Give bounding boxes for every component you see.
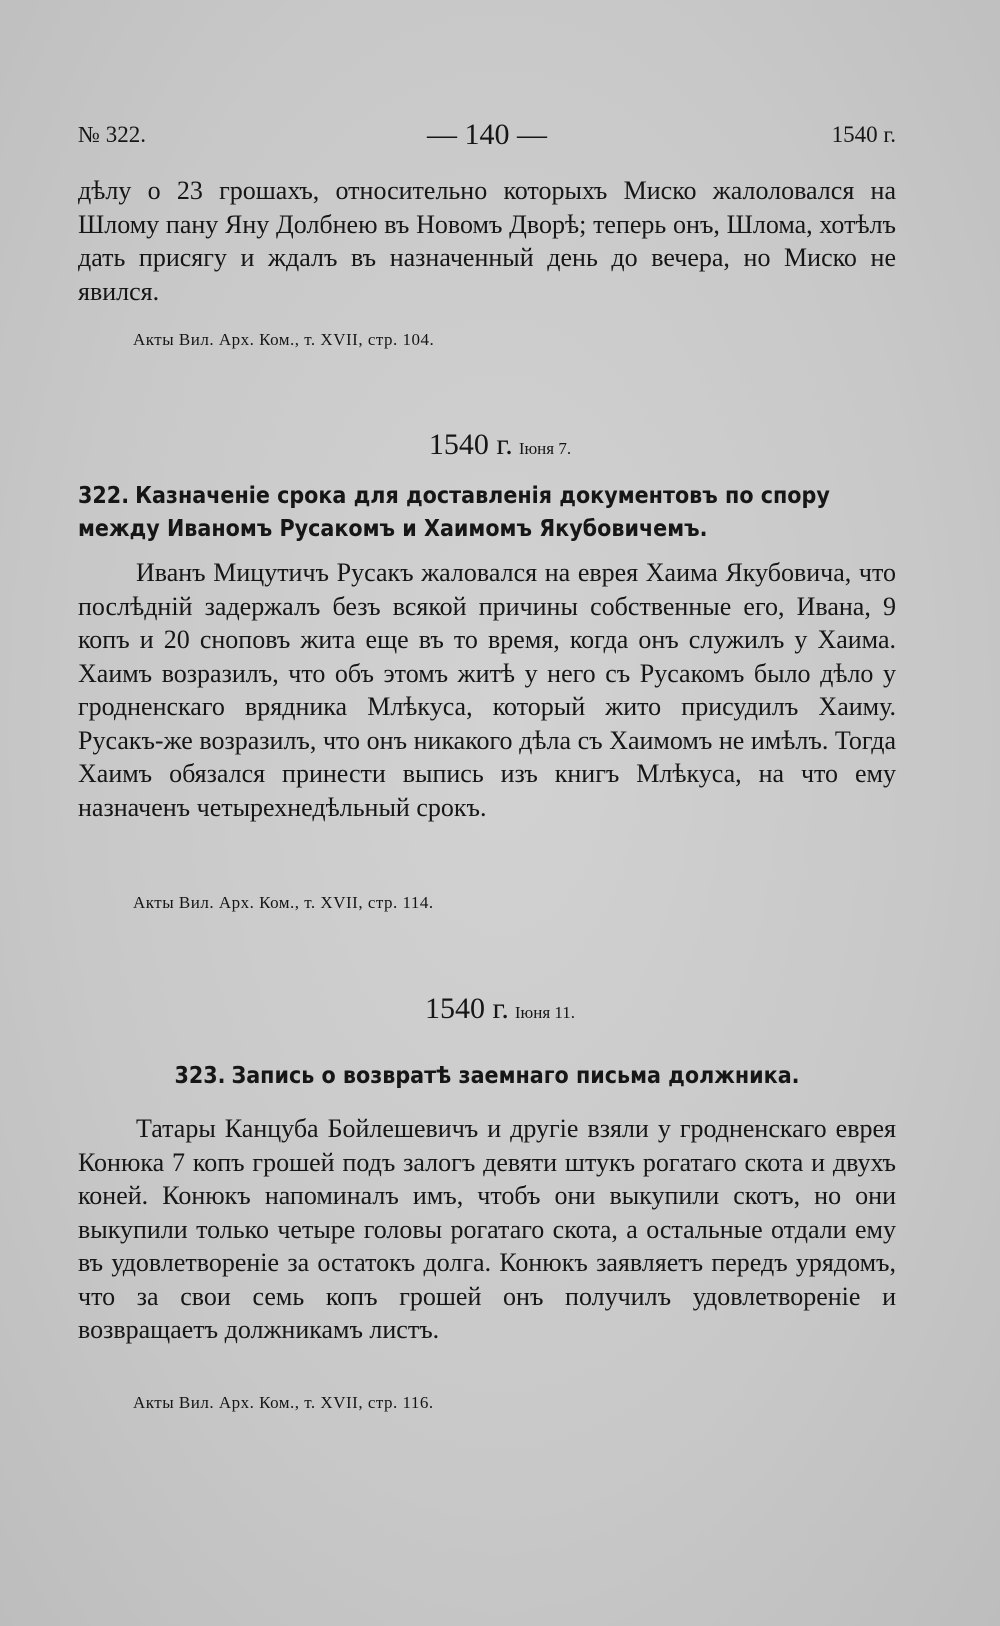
entry-322-date bbox=[0, 428, 1000, 462]
document-number: № 322. bbox=[78, 122, 146, 147]
entry-322-title bbox=[78, 480, 896, 546]
entry-323-source-citation: Акты Вил. Арх. Ком., т. XVII, стр. 116. bbox=[133, 1393, 434, 1412]
header-year: 1540 г. bbox=[831, 122, 896, 147]
entry-323-date-day: Іюня 11. bbox=[514, 1003, 576, 1022]
entry-323-title bbox=[78, 1060, 896, 1093]
entry-323-title-text: Запись о возвратѣ заемнаго письма должника. bbox=[231, 1063, 800, 1089]
entry-323-body: Татары Канцуба Бойлешевичъ и другіе взяли у гродненскаго еврея Конюка 7 копъ грошей подъ залогъ девяти штукъ рогатаго скота и двухъ коней. Конюкъ напоминалъ имъ, чтобъ они выкупили скотъ, но они выкупили только четыре головы рогатаго скота, а остальные отдали ему въ удовлетвореніе за остатокъ долга. Конюкъ заявляетъ передъ урядомъ, что за свои семь копъ грошей онъ получилъ удовлетвореніе и возвращаетъ должникамъ листъ. bbox=[78, 1114, 896, 1344]
intro-source-citation: Акты Вил. Арх. Ком., т. XVII, стр. 104. bbox=[133, 330, 435, 349]
entry-322-title-text: Казначеніе срока для доставленія документовъ по спору между Иваномъ Русакомъ и Хаимомъ Якубовичемъ. bbox=[78, 483, 830, 542]
entry-322-date-day: Іюня 7. bbox=[518, 439, 572, 458]
entry-322-number: 322. bbox=[78, 483, 130, 509]
entry-322-date-year: 1540 г. bbox=[428, 428, 513, 461]
page-number: — 140 — bbox=[427, 118, 547, 151]
entry-323-number: 323. bbox=[174, 1063, 226, 1089]
entry-322-body: Иванъ Мицутичъ Русакъ жаловался на еврея Хаима Якубовича, что послѣдній задержалъ безъ всякой причины собственные его, Ивана, 9 копъ и 20 сноповъ жита еще въ то время, когда онъ служилъ у Хаима. Хаимъ возразилъ, что объ этомъ житѣ у него съ Русакомъ было дѣло у гродненскаго врядника Млѣкуса, который жито присудилъ Хаиму. Русакъ-же возразилъ, что онъ никакого дѣла съ Хаимомъ не имѣлъ. Тогда Хаимъ обязался принести выпись изъ книгъ Млѣкуса, на что ему назначенъ четырехнедѣльный срокъ. bbox=[78, 558, 896, 822]
entry-323-date bbox=[0, 992, 1000, 1026]
intro-paragraph: дѣлу о 23 грошахъ, относительно которыхъ Миско жалоловался на Шлому пану Яну Долбнею въ Новомъ Дворѣ; теперь онъ, Шлома, хотѣлъ дать присягу и ждалъ въ назначенный день до вечера, но Миско не явился. bbox=[78, 176, 896, 306]
page-header bbox=[78, 118, 896, 158]
entry-323-date-year: 1540 г. bbox=[424, 992, 509, 1025]
entry-322-source-citation: Акты Вил. Арх. Ком., т. XVII, стр. 114. bbox=[133, 893, 434, 912]
